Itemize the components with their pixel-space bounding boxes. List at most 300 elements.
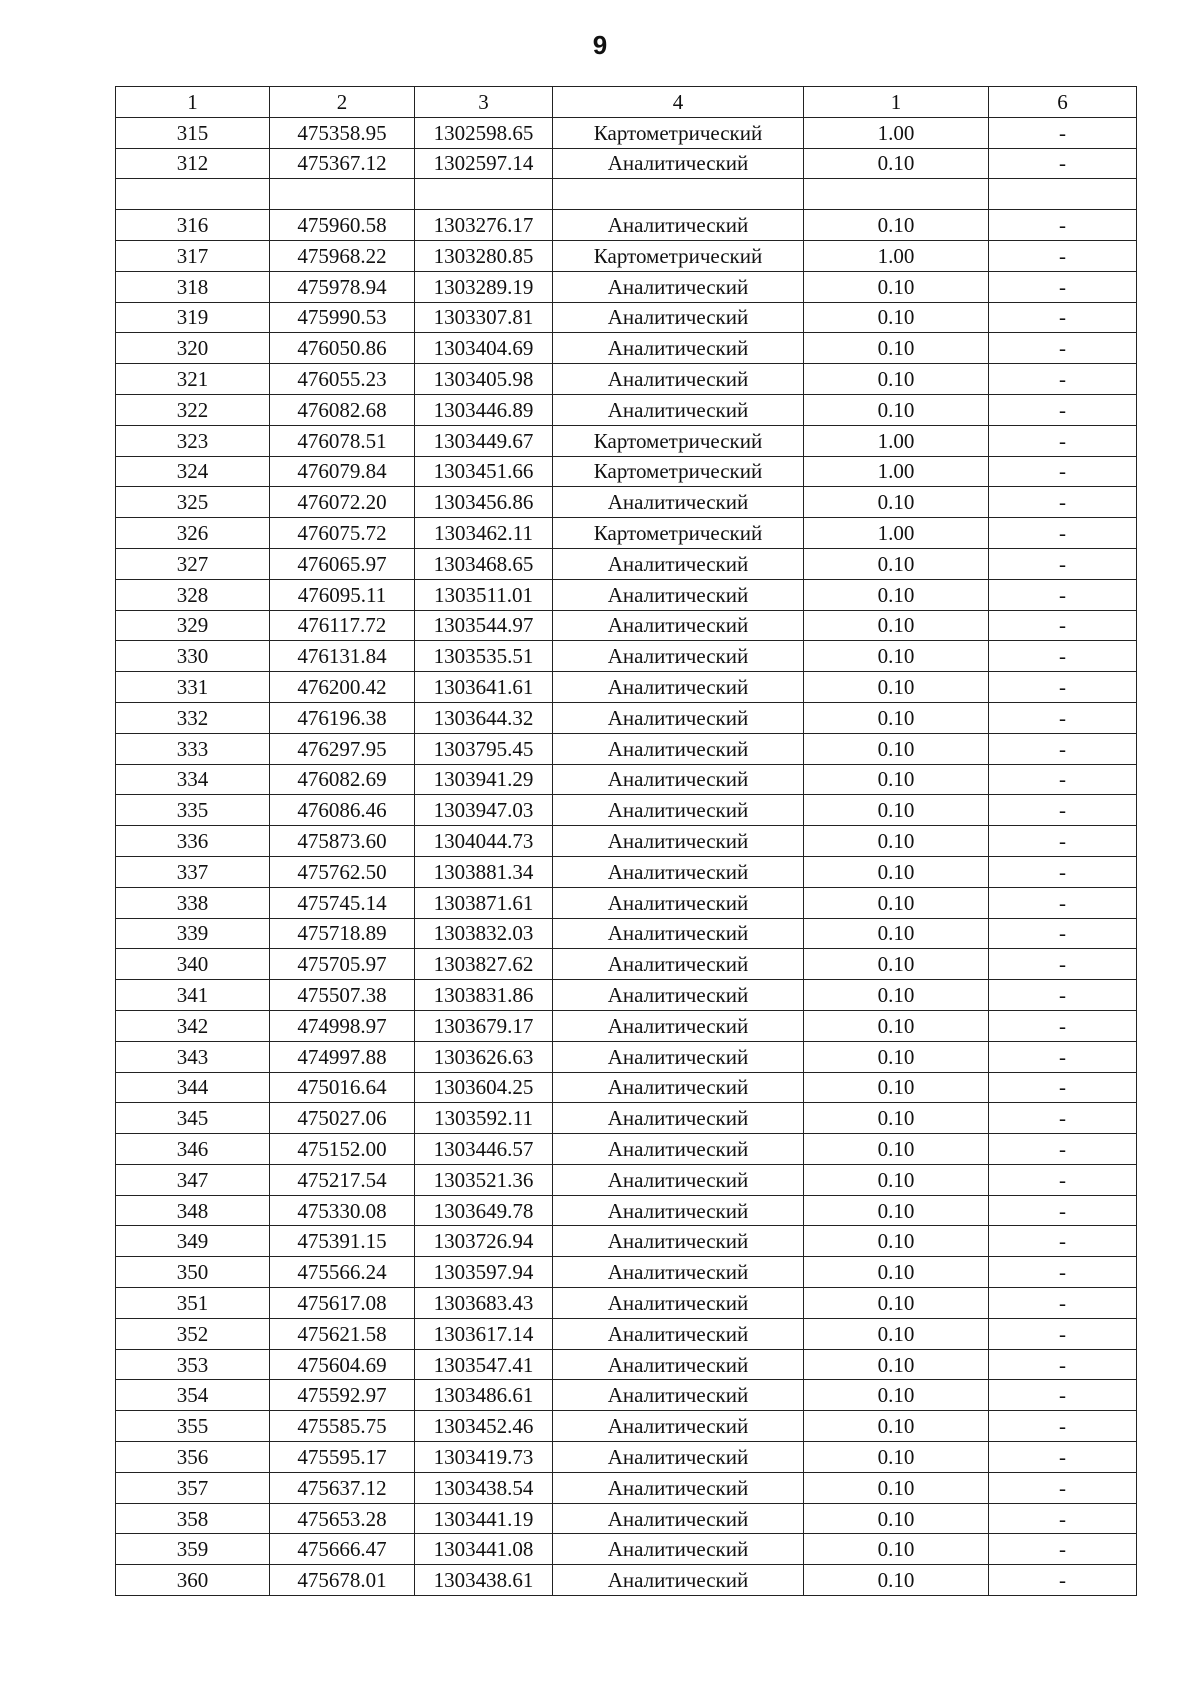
x-coordinate-cell: 476086.46 <box>270 795 415 826</box>
point-number-cell: 353 <box>116 1349 270 1380</box>
point-number-cell: 324 <box>116 456 270 487</box>
accuracy-cell: 0.10 <box>804 764 989 795</box>
header-cell-description: 6 <box>989 87 1137 118</box>
accuracy-cell: 0.10 <box>804 210 989 241</box>
x-coordinate-cell: 475873.60 <box>270 826 415 857</box>
point-number-cell: 315 <box>116 117 270 148</box>
method-cell: Аналитический <box>553 610 804 641</box>
y-coordinate-cell: 1303626.63 <box>415 1041 553 1072</box>
point-number-cell: 358 <box>116 1503 270 1534</box>
description-cell: - <box>989 1472 1137 1503</box>
method-cell: Аналитический <box>553 1442 804 1473</box>
y-coordinate-cell: 1303644.32 <box>415 702 553 733</box>
table-row <box>116 487 1137 518</box>
x-coordinate-cell: 474998.97 <box>270 1010 415 1041</box>
method-cell: Аналитический <box>553 364 804 395</box>
y-coordinate-cell: 1303451.66 <box>415 456 553 487</box>
accuracy-cell: 0.10 <box>804 610 989 641</box>
method-cell: Аналитический <box>553 1164 804 1195</box>
accuracy-cell: 0.10 <box>804 333 989 364</box>
description-cell: - <box>989 1164 1137 1195</box>
y-coordinate-cell: 1303649.78 <box>415 1195 553 1226</box>
x-coordinate-cell: 476196.38 <box>270 702 415 733</box>
x-coordinate-cell: 475666.47 <box>270 1534 415 1565</box>
x-coordinate-cell: 475960.58 <box>270 210 415 241</box>
table-row <box>116 394 1137 425</box>
table-body <box>116 117 1137 1595</box>
y-coordinate-cell: 1303604.25 <box>415 1072 553 1103</box>
y-coordinate-cell: 1302597.14 <box>415 148 553 179</box>
description-cell: - <box>989 1257 1137 1288</box>
point-number-cell: 347 <box>116 1164 270 1195</box>
accuracy-cell: 0.10 <box>804 1164 989 1195</box>
y-coordinate-cell: 1303419.73 <box>415 1442 553 1473</box>
accuracy-cell: 0.10 <box>804 918 989 949</box>
y-coordinate-cell: 1303456.86 <box>415 487 553 518</box>
method-cell: Аналитический <box>553 1288 804 1319</box>
y-coordinate-cell: 1302598.65 <box>415 117 553 148</box>
table-row <box>116 702 1137 733</box>
accuracy-cell: 1.00 <box>804 425 989 456</box>
point-number-cell: 359 <box>116 1534 270 1565</box>
accuracy-cell: 0.10 <box>804 1257 989 1288</box>
x-coordinate-cell: 475016.64 <box>270 1072 415 1103</box>
table-row <box>116 610 1137 641</box>
method-cell: Аналитический <box>553 302 804 333</box>
table-row <box>116 1103 1137 1134</box>
method-cell: Аналитический <box>553 1503 804 1534</box>
method-cell: Аналитический <box>553 271 804 302</box>
y-coordinate-cell: 1303795.45 <box>415 733 553 764</box>
description-cell: - <box>989 1565 1137 1596</box>
accuracy-cell: 0.10 <box>804 579 989 610</box>
table-row <box>116 210 1137 241</box>
y-coordinate-cell: 1303289.19 <box>415 271 553 302</box>
accuracy-cell: 0.10 <box>804 1534 989 1565</box>
point-number-cell: 330 <box>116 641 270 672</box>
table-row <box>116 240 1137 271</box>
method-cell: Аналитический <box>553 795 804 826</box>
point-number-cell: 341 <box>116 980 270 1011</box>
method-cell: Аналитический <box>553 641 804 672</box>
x-coordinate-cell: 476082.68 <box>270 394 415 425</box>
point-number-cell: 321 <box>116 364 270 395</box>
accuracy-cell: 0.10 <box>804 641 989 672</box>
point-number-cell: 340 <box>116 949 270 980</box>
description-cell: - <box>989 918 1137 949</box>
method-cell: Аналитический <box>553 1257 804 1288</box>
description-cell: - <box>989 702 1137 733</box>
point-number-cell: 346 <box>116 1134 270 1165</box>
description-cell: - <box>989 1318 1137 1349</box>
page-number: 9 <box>592 30 608 60</box>
table-row <box>116 148 1137 179</box>
point-number-cell: 331 <box>116 672 270 703</box>
point-number-cell: 338 <box>116 887 270 918</box>
y-coordinate-cell: 1303462.11 <box>415 518 553 549</box>
point-number-cell: 325 <box>116 487 270 518</box>
description-cell: - <box>989 518 1137 549</box>
description-cell: - <box>989 333 1137 364</box>
point-number-cell: 349 <box>116 1226 270 1257</box>
point-number-cell: 334 <box>116 764 270 795</box>
y-coordinate-cell: 1303832.03 <box>415 918 553 949</box>
method-cell: Картометрический <box>553 240 804 271</box>
accuracy-cell: 0.10 <box>804 1349 989 1380</box>
accuracy-cell: 0.10 <box>804 1411 989 1442</box>
y-coordinate-cell: 1303307.81 <box>415 302 553 333</box>
table-row <box>116 1072 1137 1103</box>
method-cell: Картометрический <box>553 425 804 456</box>
point-number-cell: 327 <box>116 548 270 579</box>
description-cell: - <box>989 1134 1137 1165</box>
method-cell: Аналитический <box>553 1072 804 1103</box>
description-cell: - <box>989 487 1137 518</box>
accuracy-cell: 0.10 <box>804 1472 989 1503</box>
accuracy-cell: 0.10 <box>804 1442 989 1473</box>
description-cell: - <box>989 579 1137 610</box>
description-cell: - <box>989 610 1137 641</box>
table-row <box>116 1349 1137 1380</box>
table-row <box>116 1010 1137 1041</box>
description-cell: - <box>989 1503 1137 1534</box>
table-row <box>116 1442 1137 1473</box>
accuracy-cell: 0.10 <box>804 980 989 1011</box>
method-cell: Аналитический <box>553 1534 804 1565</box>
y-coordinate-cell: 1303441.19 <box>415 1503 553 1534</box>
header-cell-point-number: 1 <box>116 87 270 118</box>
table-row <box>116 271 1137 302</box>
point-number-cell: 357 <box>116 1472 270 1503</box>
description-cell: - <box>989 1072 1137 1103</box>
point-number-cell: 336 <box>116 826 270 857</box>
accuracy-cell <box>804 179 989 210</box>
method-cell: Аналитический <box>553 548 804 579</box>
x-coordinate-cell: 475617.08 <box>270 1288 415 1319</box>
method-cell: Аналитический <box>553 1349 804 1380</box>
y-coordinate-cell: 1303486.61 <box>415 1380 553 1411</box>
method-cell: Аналитический <box>553 826 804 857</box>
accuracy-cell: 0.10 <box>804 1010 989 1041</box>
method-cell: Аналитический <box>553 487 804 518</box>
point-number-cell: 332 <box>116 702 270 733</box>
x-coordinate-cell: 476072.20 <box>270 487 415 518</box>
point-number-cell: 320 <box>116 333 270 364</box>
x-coordinate-cell: 475391.15 <box>270 1226 415 1257</box>
accuracy-cell: 0.10 <box>804 1134 989 1165</box>
y-coordinate-cell <box>415 179 553 210</box>
x-coordinate-cell: 476075.72 <box>270 518 415 549</box>
method-cell: Аналитический <box>553 702 804 733</box>
description-cell: - <box>989 1010 1137 1041</box>
y-coordinate-cell: 1303449.67 <box>415 425 553 456</box>
x-coordinate-cell: 475585.75 <box>270 1411 415 1442</box>
table-row <box>116 1318 1137 1349</box>
description-cell: - <box>989 1534 1137 1565</box>
accuracy-cell: 0.10 <box>804 487 989 518</box>
table-row <box>116 117 1137 148</box>
description-cell: - <box>989 641 1137 672</box>
method-cell: Аналитический <box>553 333 804 364</box>
header-cell-method: 4 <box>553 87 804 118</box>
accuracy-cell: 0.10 <box>804 394 989 425</box>
accuracy-cell: 0.10 <box>804 672 989 703</box>
y-coordinate-cell: 1303405.98 <box>415 364 553 395</box>
method-cell <box>553 179 804 210</box>
accuracy-cell: 0.10 <box>804 949 989 980</box>
x-coordinate-cell: 475718.89 <box>270 918 415 949</box>
method-cell: Аналитический <box>553 1103 804 1134</box>
accuracy-cell: 0.10 <box>804 148 989 179</box>
x-coordinate-cell: 475507.38 <box>270 980 415 1011</box>
method-cell: Аналитический <box>553 210 804 241</box>
y-coordinate-cell: 1303871.61 <box>415 887 553 918</box>
point-number-cell: 333 <box>116 733 270 764</box>
y-coordinate-cell: 1303617.14 <box>415 1318 553 1349</box>
table-row <box>116 456 1137 487</box>
y-coordinate-cell: 1303521.36 <box>415 1164 553 1195</box>
description-cell: - <box>989 795 1137 826</box>
x-coordinate-cell: 475637.12 <box>270 1472 415 1503</box>
point-number-cell: 319 <box>116 302 270 333</box>
table-row <box>116 1534 1137 1565</box>
description-cell: - <box>989 980 1137 1011</box>
description-cell: - <box>989 1103 1137 1134</box>
table-header-row <box>116 87 1137 118</box>
x-coordinate-cell: 475152.00 <box>270 1134 415 1165</box>
description-cell: - <box>989 117 1137 148</box>
table-row <box>116 1134 1137 1165</box>
y-coordinate-cell: 1303468.65 <box>415 548 553 579</box>
x-coordinate-cell: 475592.97 <box>270 1380 415 1411</box>
x-coordinate-cell: 475217.54 <box>270 1164 415 1195</box>
method-cell: Аналитический <box>553 764 804 795</box>
table-row <box>116 764 1137 795</box>
point-number-cell: 343 <box>116 1041 270 1072</box>
x-coordinate-cell: 475678.01 <box>270 1565 415 1596</box>
method-cell: Аналитический <box>553 1380 804 1411</box>
table-row <box>116 1257 1137 1288</box>
y-coordinate-cell: 1303535.51 <box>415 641 553 672</box>
x-coordinate-cell: 475330.08 <box>270 1195 415 1226</box>
table-row <box>116 179 1137 210</box>
point-number-cell: 335 <box>116 795 270 826</box>
header-cell-x: 2 <box>270 87 415 118</box>
point-number-cell: 342 <box>116 1010 270 1041</box>
header-cell-accuracy: 1 <box>804 87 989 118</box>
y-coordinate-cell: 1303511.01 <box>415 579 553 610</box>
point-number-cell: 326 <box>116 518 270 549</box>
table-row <box>116 364 1137 395</box>
description-cell: - <box>989 1349 1137 1380</box>
x-coordinate-cell: 474997.88 <box>270 1041 415 1072</box>
method-cell: Аналитический <box>553 949 804 980</box>
x-coordinate-cell: 476117.72 <box>270 610 415 641</box>
point-number-cell: 354 <box>116 1380 270 1411</box>
y-coordinate-cell: 1303881.34 <box>415 856 553 887</box>
accuracy-cell: 1.00 <box>804 117 989 148</box>
header-cell-y: 3 <box>415 87 553 118</box>
accuracy-cell: 0.10 <box>804 795 989 826</box>
point-number-cell: 360 <box>116 1565 270 1596</box>
accuracy-cell: 0.10 <box>804 1380 989 1411</box>
y-coordinate-cell: 1303446.89 <box>415 394 553 425</box>
point-number-cell: 337 <box>116 856 270 887</box>
table-row <box>116 1411 1137 1442</box>
description-cell: - <box>989 1380 1137 1411</box>
table-row <box>116 1041 1137 1072</box>
accuracy-cell: 0.10 <box>804 548 989 579</box>
description-cell: - <box>989 1442 1137 1473</box>
x-coordinate-cell: 476055.23 <box>270 364 415 395</box>
description-cell: - <box>989 672 1137 703</box>
description-cell: - <box>989 240 1137 271</box>
accuracy-cell: 0.10 <box>804 1072 989 1103</box>
description-cell: - <box>989 887 1137 918</box>
x-coordinate-cell: 476065.97 <box>270 548 415 579</box>
point-number-cell <box>116 179 270 210</box>
x-coordinate-cell: 475358.95 <box>270 117 415 148</box>
table-row <box>116 980 1137 1011</box>
method-cell: Аналитический <box>553 394 804 425</box>
x-coordinate-cell: 475604.69 <box>270 1349 415 1380</box>
y-coordinate-cell: 1303452.46 <box>415 1411 553 1442</box>
accuracy-cell: 0.10 <box>804 887 989 918</box>
y-coordinate-cell: 1303726.94 <box>415 1226 553 1257</box>
table-row <box>116 1226 1137 1257</box>
y-coordinate-cell: 1303544.97 <box>415 610 553 641</box>
table-row <box>116 1195 1137 1226</box>
y-coordinate-cell: 1303679.17 <box>415 1010 553 1041</box>
y-coordinate-cell: 1303827.62 <box>415 949 553 980</box>
y-coordinate-cell: 1303280.85 <box>415 240 553 271</box>
x-coordinate-cell: 475566.24 <box>270 1257 415 1288</box>
method-cell: Аналитический <box>553 1134 804 1165</box>
method-cell: Аналитический <box>553 1195 804 1226</box>
description-cell: - <box>989 456 1137 487</box>
method-cell: Аналитический <box>553 672 804 703</box>
y-coordinate-cell: 1303597.94 <box>415 1257 553 1288</box>
y-coordinate-cell: 1303404.69 <box>415 333 553 364</box>
accuracy-cell: 0.10 <box>804 826 989 857</box>
point-number-cell: 356 <box>116 1442 270 1473</box>
method-cell: Аналитический <box>553 980 804 1011</box>
description-cell: - <box>989 425 1137 456</box>
x-coordinate-cell: 475745.14 <box>270 887 415 918</box>
y-coordinate-cell: 1303831.86 <box>415 980 553 1011</box>
accuracy-cell: 1.00 <box>804 240 989 271</box>
accuracy-cell: 0.10 <box>804 1103 989 1134</box>
table-row <box>116 641 1137 672</box>
x-coordinate-cell: 476297.95 <box>270 733 415 764</box>
x-coordinate-cell: 475705.97 <box>270 949 415 980</box>
y-coordinate-cell: 1303446.57 <box>415 1134 553 1165</box>
point-number-cell: 339 <box>116 918 270 949</box>
description-cell: - <box>989 1226 1137 1257</box>
table-row <box>116 302 1137 333</box>
table-row <box>116 918 1137 949</box>
x-coordinate-cell: 475990.53 <box>270 302 415 333</box>
method-cell: Картометрический <box>553 518 804 549</box>
method-cell: Аналитический <box>553 1472 804 1503</box>
accuracy-cell: 0.10 <box>804 1565 989 1596</box>
accuracy-cell: 0.10 <box>804 1226 989 1257</box>
y-coordinate-cell: 1303276.17 <box>415 210 553 241</box>
x-coordinate-cell: 475762.50 <box>270 856 415 887</box>
accuracy-cell: 0.10 <box>804 302 989 333</box>
description-cell: - <box>989 733 1137 764</box>
table-row <box>116 1503 1137 1534</box>
x-coordinate-cell: 476200.42 <box>270 672 415 703</box>
table-row <box>116 795 1137 826</box>
description-cell: - <box>989 764 1137 795</box>
accuracy-cell: 0.10 <box>804 271 989 302</box>
accuracy-cell: 0.10 <box>804 733 989 764</box>
description-cell: - <box>989 826 1137 857</box>
coordinates-table <box>115 86 1137 1596</box>
point-number-cell: 348 <box>116 1195 270 1226</box>
table-row <box>116 1565 1137 1596</box>
description-cell: - <box>989 210 1137 241</box>
y-coordinate-cell: 1303547.41 <box>415 1349 553 1380</box>
y-coordinate-cell: 1303438.54 <box>415 1472 553 1503</box>
point-number-cell: 328 <box>116 579 270 610</box>
point-number-cell: 316 <box>116 210 270 241</box>
point-number-cell: 318 <box>116 271 270 302</box>
method-cell: Аналитический <box>553 1565 804 1596</box>
description-cell: - <box>989 949 1137 980</box>
x-coordinate-cell: 475367.12 <box>270 148 415 179</box>
y-coordinate-cell: 1303441.08 <box>415 1534 553 1565</box>
point-number-cell: 351 <box>116 1288 270 1319</box>
method-cell: Аналитический <box>553 1041 804 1072</box>
y-coordinate-cell: 1303683.43 <box>415 1288 553 1319</box>
table-row <box>116 826 1137 857</box>
x-coordinate-cell: 475621.58 <box>270 1318 415 1349</box>
accuracy-cell: 0.10 <box>804 856 989 887</box>
x-coordinate-cell: 476050.86 <box>270 333 415 364</box>
table-row <box>116 887 1137 918</box>
accuracy-cell: 0.10 <box>804 364 989 395</box>
y-coordinate-cell: 1303592.11 <box>415 1103 553 1134</box>
accuracy-cell: 0.10 <box>804 702 989 733</box>
x-coordinate-cell: 475653.28 <box>270 1503 415 1534</box>
table-row <box>116 672 1137 703</box>
table-row <box>116 856 1137 887</box>
accuracy-cell: 1.00 <box>804 456 989 487</box>
x-coordinate-cell: 476078.51 <box>270 425 415 456</box>
table-row <box>116 425 1137 456</box>
accuracy-cell: 0.10 <box>804 1041 989 1072</box>
description-cell: - <box>989 548 1137 579</box>
method-cell: Аналитический <box>553 579 804 610</box>
table-row <box>116 333 1137 364</box>
x-coordinate-cell: 476131.84 <box>270 641 415 672</box>
x-coordinate-cell: 475968.22 <box>270 240 415 271</box>
table-row <box>116 518 1137 549</box>
x-coordinate-cell: 475595.17 <box>270 1442 415 1473</box>
table-row <box>116 1288 1137 1319</box>
point-number-cell: 317 <box>116 240 270 271</box>
method-cell: Картометрический <box>553 117 804 148</box>
description-cell: - <box>989 1288 1137 1319</box>
accuracy-cell: 0.10 <box>804 1288 989 1319</box>
method-cell: Картометрический <box>553 456 804 487</box>
accuracy-cell: 0.10 <box>804 1195 989 1226</box>
table-row <box>116 579 1137 610</box>
point-number-cell: 312 <box>116 148 270 179</box>
y-coordinate-cell: 1303947.03 <box>415 795 553 826</box>
